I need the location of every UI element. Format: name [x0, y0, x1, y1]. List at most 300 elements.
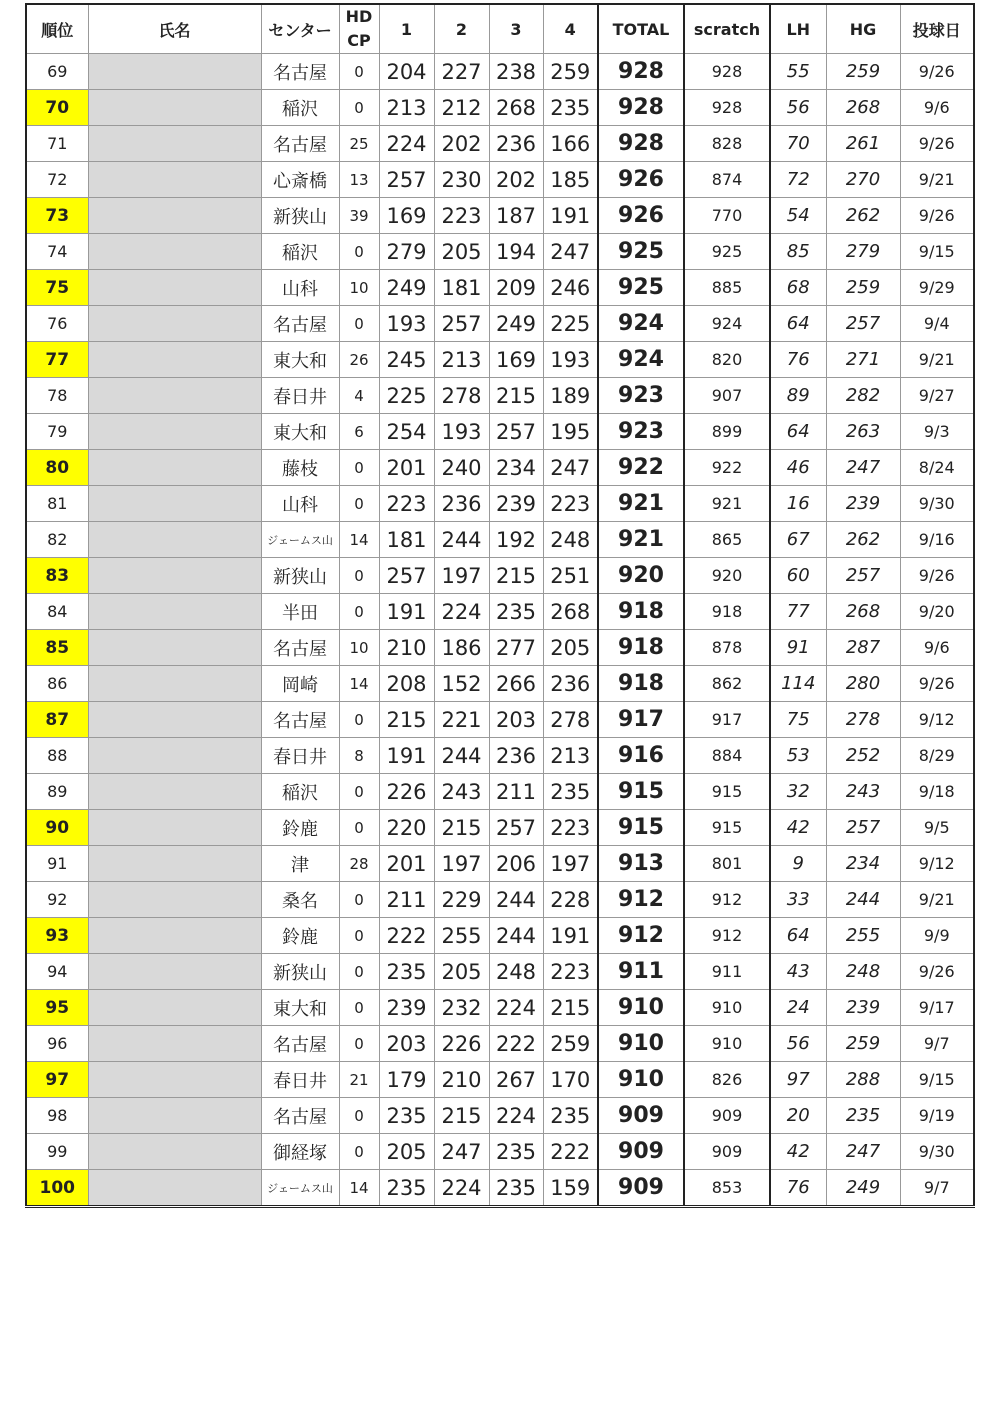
date-cell: 9/5	[900, 810, 974, 846]
center-cell: 名古屋	[261, 702, 339, 738]
scratch-cell: 912	[684, 918, 770, 954]
header-total: TOTAL	[598, 4, 684, 54]
game-2-cell: 247	[434, 1134, 489, 1170]
game-4-cell: 159	[543, 1170, 598, 1207]
total-cell: 928	[598, 90, 684, 126]
rank-cell: 95	[26, 990, 88, 1026]
total-cell: 912	[598, 918, 684, 954]
name-cell-redacted	[88, 270, 261, 306]
table-row	[26, 306, 974, 342]
lh-cell: 114	[770, 666, 826, 702]
game-2-cell: 186	[434, 630, 489, 666]
game-3-cell: 249	[489, 306, 543, 342]
game-2-cell: 232	[434, 990, 489, 1026]
rank-cell: 75	[26, 270, 88, 306]
total-cell: 918	[598, 666, 684, 702]
game-4-cell: 236	[543, 666, 598, 702]
scratch-cell: 770	[684, 198, 770, 234]
game-2-cell: 255	[434, 918, 489, 954]
hdcp-cell: 21	[339, 1062, 379, 1098]
game-4-cell: 247	[543, 234, 598, 270]
game-4-cell: 246	[543, 270, 598, 306]
lh-cell: 24	[770, 990, 826, 1026]
game-1-cell: 257	[379, 558, 434, 594]
header-hdcp-line2: CP	[347, 31, 371, 50]
total-cell: 911	[598, 954, 684, 990]
scratch-cell: 862	[684, 666, 770, 702]
game-2-cell: 215	[434, 1098, 489, 1134]
total-cell: 922	[598, 450, 684, 486]
center-cell: 稲沢	[261, 234, 339, 270]
game-2-cell: 212	[434, 90, 489, 126]
name-cell-redacted	[88, 1062, 261, 1098]
game-2-cell: 224	[434, 594, 489, 630]
game-1-cell: 169	[379, 198, 434, 234]
game-4-cell: 225	[543, 306, 598, 342]
name-cell-redacted	[88, 954, 261, 990]
date-cell: 9/21	[900, 882, 974, 918]
game-1-cell: 208	[379, 666, 434, 702]
game-4-cell: 223	[543, 486, 598, 522]
game-1-cell: 235	[379, 1098, 434, 1134]
name-cell-redacted	[88, 450, 261, 486]
game-3-cell: 236	[489, 738, 543, 774]
hg-cell: 257	[826, 558, 900, 594]
date-cell: 9/26	[900, 666, 974, 702]
table-row	[26, 1026, 974, 1062]
table-row	[26, 1062, 974, 1098]
hg-cell: 259	[826, 54, 900, 90]
game-1-cell: 235	[379, 954, 434, 990]
name-cell-redacted	[88, 702, 261, 738]
scratch-cell: 885	[684, 270, 770, 306]
hg-cell: 278	[826, 702, 900, 738]
rank-cell: 90	[26, 810, 88, 846]
name-cell-redacted	[88, 306, 261, 342]
center-cell: ジェームス山	[261, 1170, 339, 1207]
game-1-cell: 279	[379, 234, 434, 270]
game-1-cell: 201	[379, 450, 434, 486]
table-row	[26, 954, 974, 990]
game-4-cell: 185	[543, 162, 598, 198]
table-row	[26, 1170, 974, 1207]
lh-cell: 42	[770, 810, 826, 846]
date-cell: 9/26	[900, 558, 974, 594]
game-1-cell: 204	[379, 54, 434, 90]
lh-cell: 46	[770, 450, 826, 486]
rank-cell: 87	[26, 702, 88, 738]
lh-cell: 54	[770, 198, 826, 234]
lh-cell: 64	[770, 306, 826, 342]
header-game-1: 1	[379, 4, 434, 54]
date-cell: 9/18	[900, 774, 974, 810]
name-cell-redacted	[88, 882, 261, 918]
lh-cell: 68	[770, 270, 826, 306]
game-4-cell: 193	[543, 342, 598, 378]
center-cell: 東大和	[261, 342, 339, 378]
lh-cell: 53	[770, 738, 826, 774]
game-4-cell: 223	[543, 954, 598, 990]
table-row	[26, 810, 974, 846]
game-2-cell: 197	[434, 846, 489, 882]
center-cell: 東大和	[261, 414, 339, 450]
hg-cell: 257	[826, 810, 900, 846]
game-1-cell: 215	[379, 702, 434, 738]
hg-cell: 247	[826, 450, 900, 486]
rank-cell: 71	[26, 126, 88, 162]
total-cell: 921	[598, 486, 684, 522]
table-row	[26, 126, 974, 162]
hdcp-cell: 14	[339, 1170, 379, 1207]
hg-cell: 249	[826, 1170, 900, 1207]
hdcp-cell: 0	[339, 702, 379, 738]
hdcp-cell: 0	[339, 306, 379, 342]
game-3-cell: 236	[489, 126, 543, 162]
hg-cell: 259	[826, 1026, 900, 1062]
name-cell-redacted	[88, 378, 261, 414]
rank-cell: 100	[26, 1170, 88, 1207]
hdcp-cell: 8	[339, 738, 379, 774]
hg-cell: 235	[826, 1098, 900, 1134]
rank-cell: 72	[26, 162, 88, 198]
table-row	[26, 918, 974, 954]
table-row	[26, 846, 974, 882]
lh-cell: 32	[770, 774, 826, 810]
game-4-cell: 215	[543, 990, 598, 1026]
center-cell: 名古屋	[261, 126, 339, 162]
game-2-cell: 152	[434, 666, 489, 702]
scratch-cell: 884	[684, 738, 770, 774]
hdcp-cell: 0	[339, 990, 379, 1026]
lh-cell: 64	[770, 918, 826, 954]
date-cell: 9/15	[900, 1062, 974, 1098]
game-3-cell: 268	[489, 90, 543, 126]
game-3-cell: 202	[489, 162, 543, 198]
table-row	[26, 1098, 974, 1134]
scratch-cell: 878	[684, 630, 770, 666]
scratch-cell: 922	[684, 450, 770, 486]
total-cell: 925	[598, 270, 684, 306]
hg-cell: 261	[826, 126, 900, 162]
total-cell: 924	[598, 306, 684, 342]
game-3-cell: 209	[489, 270, 543, 306]
game-1-cell: 257	[379, 162, 434, 198]
scratch-cell: 924	[684, 306, 770, 342]
lh-cell: 89	[770, 378, 826, 414]
hdcp-cell: 0	[339, 234, 379, 270]
total-cell: 910	[598, 990, 684, 1026]
total-cell: 920	[598, 558, 684, 594]
scratch-cell: 915	[684, 810, 770, 846]
hg-cell: 288	[826, 1062, 900, 1098]
total-cell: 923	[598, 378, 684, 414]
ranking-table	[25, 3, 975, 1208]
date-cell: 9/17	[900, 990, 974, 1026]
total-cell: 913	[598, 846, 684, 882]
scratch-cell: 928	[684, 54, 770, 90]
hg-cell: 257	[826, 306, 900, 342]
hdcp-cell: 26	[339, 342, 379, 378]
scratch-cell: 909	[684, 1134, 770, 1170]
game-4-cell: 170	[543, 1062, 598, 1098]
table-row	[26, 450, 974, 486]
game-3-cell: 215	[489, 378, 543, 414]
table-row	[26, 990, 974, 1026]
rank-cell: 96	[26, 1026, 88, 1062]
game-3-cell: 222	[489, 1026, 543, 1062]
game-2-cell: 257	[434, 306, 489, 342]
center-cell: 岡崎	[261, 666, 339, 702]
total-cell: 926	[598, 198, 684, 234]
name-cell-redacted	[88, 1098, 261, 1134]
game-1-cell: 205	[379, 1134, 434, 1170]
date-cell: 9/4	[900, 306, 974, 342]
game-2-cell: 227	[434, 54, 489, 90]
name-cell-redacted	[88, 414, 261, 450]
name-cell-redacted	[88, 90, 261, 126]
lh-cell: 75	[770, 702, 826, 738]
center-cell: 鈴鹿	[261, 810, 339, 846]
total-cell: 916	[598, 738, 684, 774]
center-cell: 津	[261, 846, 339, 882]
scratch-cell: 920	[684, 558, 770, 594]
game-1-cell: 181	[379, 522, 434, 558]
hdcp-cell: 0	[339, 1098, 379, 1134]
table-row	[26, 486, 974, 522]
hdcp-cell: 10	[339, 630, 379, 666]
total-cell: 917	[598, 702, 684, 738]
rank-cell: 80	[26, 450, 88, 486]
table-row	[26, 342, 974, 378]
name-cell-redacted	[88, 594, 261, 630]
game-4-cell: 191	[543, 198, 598, 234]
total-cell: 924	[598, 342, 684, 378]
total-cell: 918	[598, 630, 684, 666]
rank-cell: 76	[26, 306, 88, 342]
name-cell-redacted	[88, 486, 261, 522]
hg-cell: 259	[826, 270, 900, 306]
center-cell: 名古屋	[261, 1098, 339, 1134]
rank-cell: 88	[26, 738, 88, 774]
scratch-cell: 910	[684, 990, 770, 1026]
scratch-cell: 910	[684, 1026, 770, 1062]
hdcp-cell: 0	[339, 882, 379, 918]
scratch-cell: 912	[684, 882, 770, 918]
rank-cell: 89	[26, 774, 88, 810]
hg-cell: 271	[826, 342, 900, 378]
game-1-cell: 179	[379, 1062, 434, 1098]
total-cell: 912	[598, 882, 684, 918]
hdcp-cell: 14	[339, 666, 379, 702]
center-cell: 半田	[261, 594, 339, 630]
lh-cell: 9	[770, 846, 826, 882]
date-cell: 9/20	[900, 594, 974, 630]
scratch-cell: 865	[684, 522, 770, 558]
total-cell: 910	[598, 1026, 684, 1062]
game-4-cell: 268	[543, 594, 598, 630]
game-1-cell: 235	[379, 1170, 434, 1207]
lh-cell: 55	[770, 54, 826, 90]
lh-cell: 91	[770, 630, 826, 666]
rank-cell: 82	[26, 522, 88, 558]
center-cell: 名古屋	[261, 306, 339, 342]
game-2-cell: 221	[434, 702, 489, 738]
game-1-cell: 211	[379, 882, 434, 918]
table-row	[26, 738, 974, 774]
game-2-cell: 181	[434, 270, 489, 306]
header-rank: 順位	[26, 4, 88, 54]
game-4-cell: 235	[543, 1098, 598, 1134]
date-cell: 9/29	[900, 270, 974, 306]
game-2-cell: 226	[434, 1026, 489, 1062]
header-center: センター	[261, 4, 339, 54]
game-3-cell: 206	[489, 846, 543, 882]
name-cell-redacted	[88, 630, 261, 666]
game-4-cell: 197	[543, 846, 598, 882]
name-cell-redacted	[88, 774, 261, 810]
game-3-cell: 234	[489, 450, 543, 486]
date-cell: 9/26	[900, 126, 974, 162]
game-4-cell: 259	[543, 54, 598, 90]
hdcp-cell: 0	[339, 954, 379, 990]
total-cell: 918	[598, 594, 684, 630]
game-3-cell: 257	[489, 414, 543, 450]
game-4-cell: 259	[543, 1026, 598, 1062]
game-3-cell: 238	[489, 54, 543, 90]
game-2-cell: 213	[434, 342, 489, 378]
rank-cell: 92	[26, 882, 88, 918]
hdcp-cell: 0	[339, 90, 379, 126]
game-1-cell: 213	[379, 90, 434, 126]
name-cell-redacted	[88, 198, 261, 234]
game-2-cell: 243	[434, 774, 489, 810]
date-cell: 9/7	[900, 1170, 974, 1207]
hg-cell: 287	[826, 630, 900, 666]
table-row	[26, 270, 974, 306]
date-cell: 9/16	[900, 522, 974, 558]
lh-cell: 72	[770, 162, 826, 198]
center-cell: 鈴鹿	[261, 918, 339, 954]
hg-cell: 270	[826, 162, 900, 198]
scratch-cell: 911	[684, 954, 770, 990]
scratch-cell: 915	[684, 774, 770, 810]
hg-cell: 262	[826, 522, 900, 558]
center-cell: 新狭山	[261, 558, 339, 594]
rank-cell: 97	[26, 1062, 88, 1098]
name-cell-redacted	[88, 1170, 261, 1207]
hg-cell: 234	[826, 846, 900, 882]
name-cell-redacted	[88, 1026, 261, 1062]
hg-cell: 262	[826, 198, 900, 234]
game-3-cell: 192	[489, 522, 543, 558]
hdcp-cell: 4	[339, 378, 379, 414]
hdcp-cell: 0	[339, 54, 379, 90]
header-hg: HG	[826, 4, 900, 54]
game-4-cell: 205	[543, 630, 598, 666]
scratch-cell: 899	[684, 414, 770, 450]
game-1-cell: 225	[379, 378, 434, 414]
game-3-cell: 224	[489, 1098, 543, 1134]
date-cell: 8/29	[900, 738, 974, 774]
game-3-cell: 187	[489, 198, 543, 234]
game-3-cell: 266	[489, 666, 543, 702]
game-4-cell: 222	[543, 1134, 598, 1170]
table-row	[26, 594, 974, 630]
center-cell: 東大和	[261, 990, 339, 1026]
hdcp-cell: 28	[339, 846, 379, 882]
date-cell: 9/7	[900, 1026, 974, 1062]
table-body	[26, 54, 974, 1207]
scratch-cell: 921	[684, 486, 770, 522]
date-cell: 9/21	[900, 162, 974, 198]
game-1-cell: 249	[379, 270, 434, 306]
game-2-cell: 210	[434, 1062, 489, 1098]
center-cell: 稲沢	[261, 90, 339, 126]
name-cell-redacted	[88, 1134, 261, 1170]
center-cell: 春日井	[261, 378, 339, 414]
lh-cell: 43	[770, 954, 826, 990]
game-1-cell: 210	[379, 630, 434, 666]
lh-cell: 97	[770, 1062, 826, 1098]
date-cell: 9/6	[900, 90, 974, 126]
hg-cell: 244	[826, 882, 900, 918]
lh-cell: 77	[770, 594, 826, 630]
game-2-cell: 193	[434, 414, 489, 450]
table-row	[26, 162, 974, 198]
game-3-cell: 169	[489, 342, 543, 378]
center-cell: 名古屋	[261, 630, 339, 666]
rank-cell: 83	[26, 558, 88, 594]
rank-cell: 84	[26, 594, 88, 630]
name-cell-redacted	[88, 126, 261, 162]
center-cell: 藤枝	[261, 450, 339, 486]
scratch-cell: 917	[684, 702, 770, 738]
game-3-cell: 235	[489, 1134, 543, 1170]
game-1-cell: 224	[379, 126, 434, 162]
name-cell-redacted	[88, 54, 261, 90]
rank-cell: 74	[26, 234, 88, 270]
game-3-cell: 211	[489, 774, 543, 810]
hdcp-cell: 0	[339, 918, 379, 954]
hdcp-cell: 13	[339, 162, 379, 198]
hg-cell: 239	[826, 486, 900, 522]
table-row	[26, 54, 974, 90]
game-4-cell: 213	[543, 738, 598, 774]
hg-cell: 247	[826, 1134, 900, 1170]
hg-cell: 248	[826, 954, 900, 990]
date-cell: 9/12	[900, 702, 974, 738]
game-2-cell: 205	[434, 234, 489, 270]
name-cell-redacted	[88, 846, 261, 882]
rank-cell: 91	[26, 846, 88, 882]
game-4-cell: 166	[543, 126, 598, 162]
table-row	[26, 1134, 974, 1170]
game-3-cell: 277	[489, 630, 543, 666]
name-cell-redacted	[88, 918, 261, 954]
game-2-cell: 236	[434, 486, 489, 522]
total-cell: 909	[598, 1134, 684, 1170]
total-cell: 925	[598, 234, 684, 270]
rank-cell: 85	[26, 630, 88, 666]
name-cell-redacted	[88, 558, 261, 594]
rank-cell: 77	[26, 342, 88, 378]
date-cell: 9/30	[900, 1134, 974, 1170]
game-3-cell: 215	[489, 558, 543, 594]
table-row	[26, 198, 974, 234]
game-4-cell: 195	[543, 414, 598, 450]
game-4-cell: 247	[543, 450, 598, 486]
hdcp-cell: 0	[339, 594, 379, 630]
